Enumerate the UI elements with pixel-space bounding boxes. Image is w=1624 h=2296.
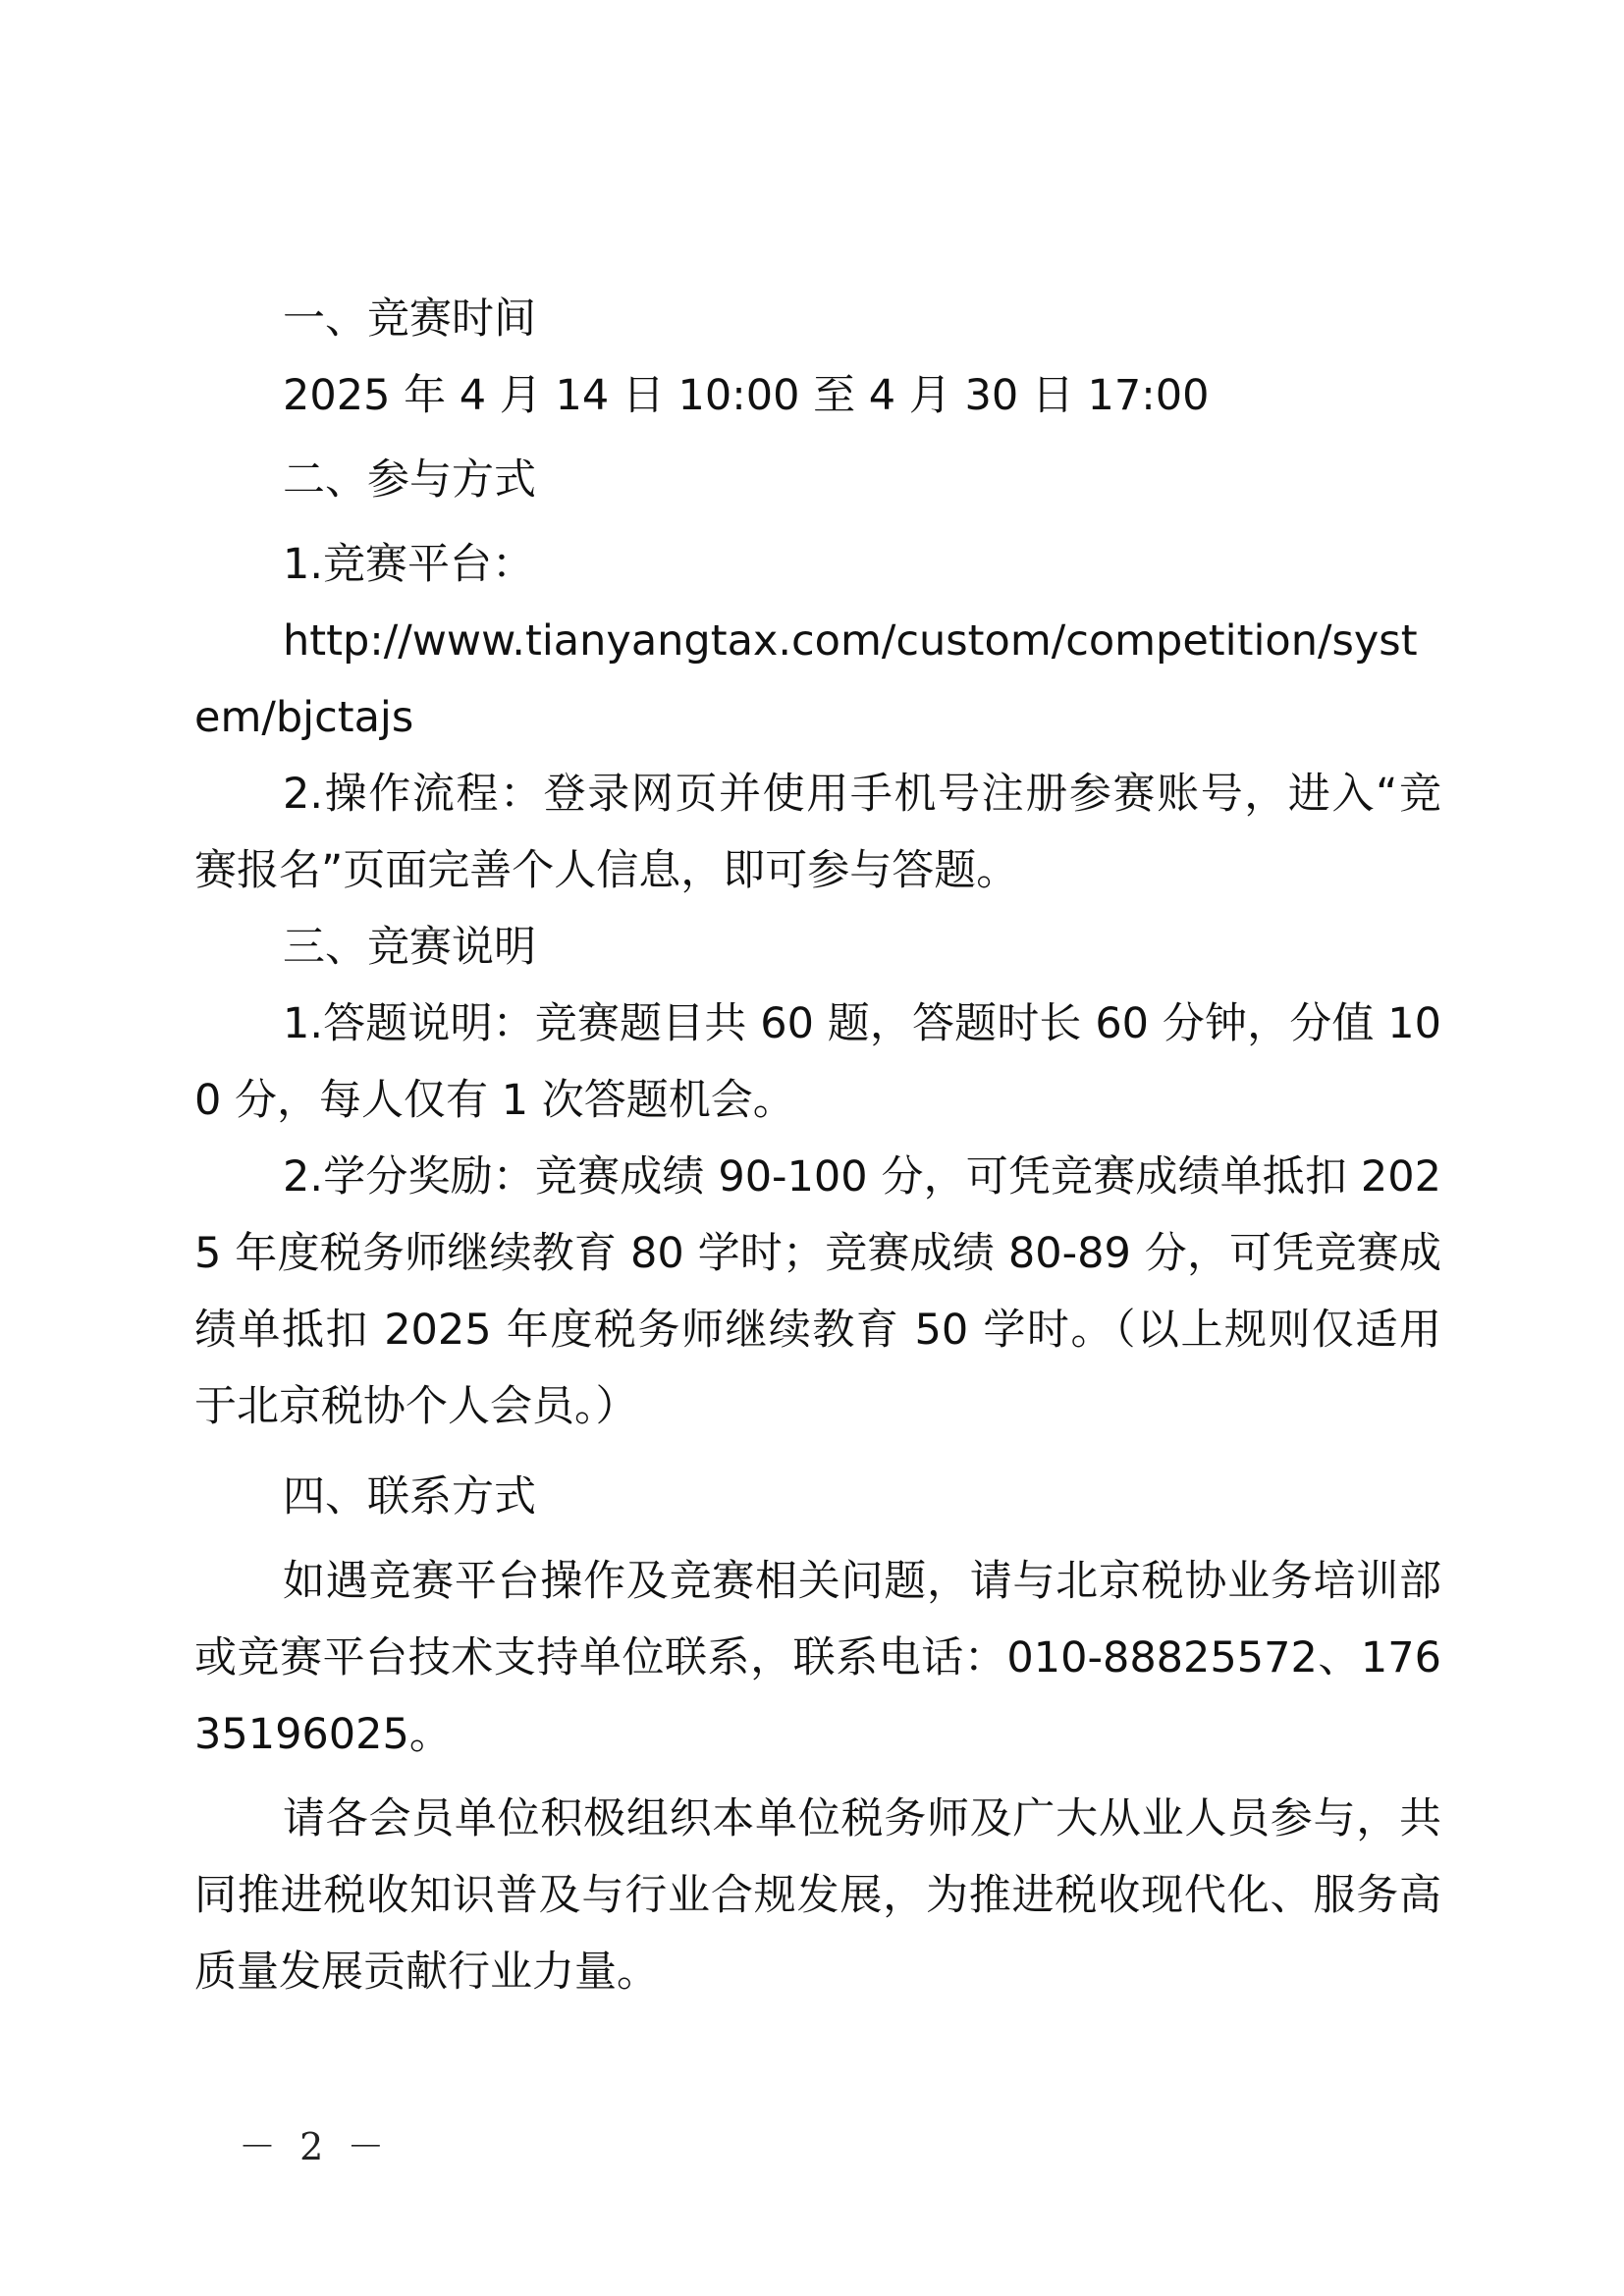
section-heading-participation: 二、参与方式: [283, 455, 536, 505]
section-heading-instructions: 三、竞赛说明: [283, 923, 536, 972]
credit-rewards: 2.学分奖励：竞赛成绩 90-100 分，可凭竞赛成绩单抵扣 2025 年度税务师继续教育 80 学时；竞赛成绩 80-89 分，可凭竞赛成绩单抵扣 2025 年度税务师继续教育 50 学时。（以上规则仅适用于北京税协个人会员。）: [194, 1152, 1441, 1431]
contact-info: 如遇竞赛平台操作及竞赛相关问题，请与北京税协业务培训部或竞赛平台技术支持单位联系，联系电话：010-88825572、17635196025。: [194, 1557, 1441, 1759]
answer-instructions: 1.答题说明：竞赛题目共 60 题，答题时长 60 分钟，分值 100 分，每人仅有 1 次答题机会。: [194, 999, 1441, 1125]
section-heading-time: 一、竞赛时间: [283, 294, 536, 344]
page-number: － 2 －: [239, 2125, 391, 2168]
competition-time: 2025 年 4 月 14 日 10:00 至 4 月 30 日 17:00: [283, 371, 1210, 420]
document-body: [194, 281, 1441, 2010]
closing-appeal: 请各会员单位积极组织本单位税务师及广大从业人员参与，共同推进税收知识普及与行业合规发展，为推进税收现代化、服务高质量发展贡献行业力量。: [194, 1794, 1441, 1997]
section-heading-contact: 四、联系方式: [283, 1472, 536, 1522]
operation-process: 2.操作流程：登录网页并使用手机号注册参赛账号，进入“竞赛报名”页面完善个人信息，即可参与答题。: [194, 770, 1441, 895]
platform-url[interactable]: http://www.tianyangtax.com/custom/competition/system/bjctajs: [194, 616, 1418, 742]
platform-label: 1.竞赛平台：: [283, 540, 535, 589]
